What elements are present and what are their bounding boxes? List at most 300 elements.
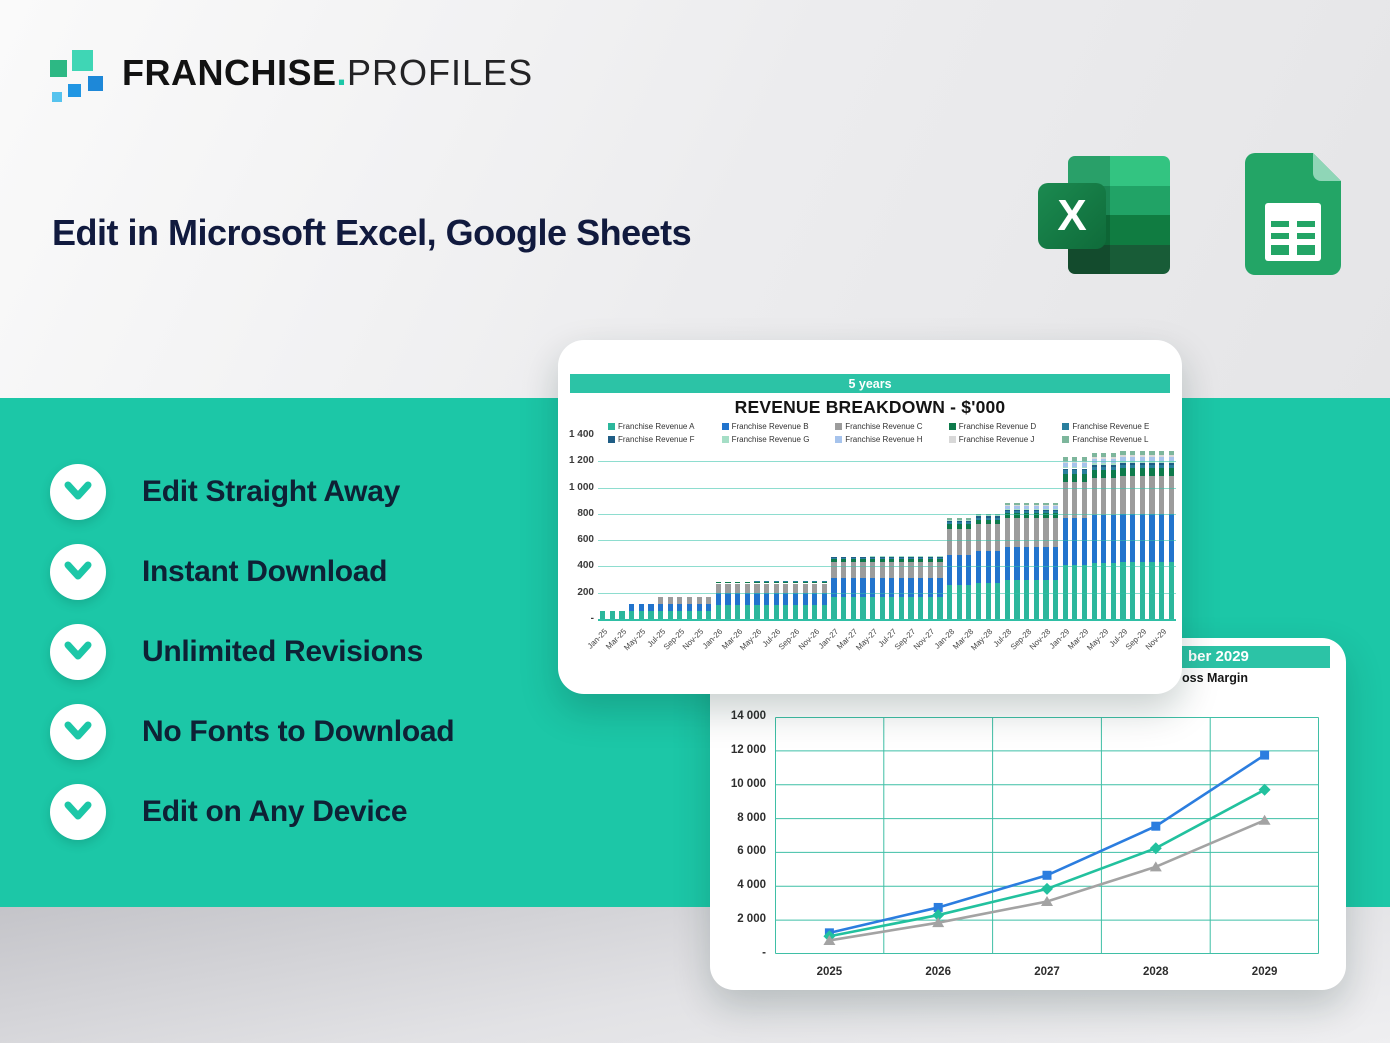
- bar-segment: [1140, 465, 1145, 468]
- bar-segment: [1101, 457, 1106, 459]
- bar-segment: [822, 584, 827, 593]
- x-tick-label: 2028: [1143, 966, 1169, 978]
- feature-label: Edit on Any Device: [142, 795, 408, 828]
- bar-segment: [764, 605, 769, 619]
- bar-segment: [629, 604, 634, 611]
- bar-segment: [1111, 465, 1116, 467]
- bar-segment: [1111, 478, 1116, 515]
- bar-segment: [976, 520, 981, 525]
- bar-segment: [1043, 510, 1048, 511]
- bar-segment: [735, 582, 740, 584]
- excel-icon: [1038, 153, 1172, 277]
- bar-segment: [658, 597, 663, 604]
- bar-segment: [1014, 505, 1019, 507]
- bar-segment: [841, 559, 846, 562]
- bar-segment: [1159, 463, 1164, 465]
- feature-label: Unlimited Revisions: [142, 635, 424, 668]
- bar-segment: [860, 559, 865, 562]
- bar-segment: [1014, 503, 1019, 505]
- x-tick-label: Mar-27: [835, 627, 860, 652]
- bar-segment: [889, 562, 894, 578]
- bar-segment: [976, 518, 981, 520]
- bar-segment: [1120, 455, 1125, 457]
- x-tick-label: Sep-27: [892, 627, 918, 652]
- bar-segment: [1169, 562, 1174, 619]
- bar-segment: [986, 583, 991, 619]
- gridline: [598, 593, 1176, 594]
- bar-segment: [619, 611, 624, 619]
- bar-segment: [822, 582, 827, 584]
- feature-item: [50, 784, 454, 840]
- bar-segment: [1063, 469, 1068, 471]
- bar-segment: [1149, 455, 1154, 457]
- feature-label: No Fonts to Download: [142, 715, 455, 748]
- bar-segment: [1005, 505, 1010, 507]
- bar-segment: [831, 562, 836, 578]
- chevron-down-icon: [50, 464, 106, 520]
- bar-segment: [725, 582, 730, 584]
- bar-segment: [639, 604, 644, 611]
- bar-segment: [1140, 468, 1145, 476]
- y-tick-label: 1 200: [568, 455, 594, 467]
- bar-segment: [658, 604, 663, 611]
- x-tick-label: Jan-29: [1047, 627, 1072, 651]
- bar-segment: [899, 557, 904, 558]
- legend-label: Franchise Revenue C: [845, 422, 923, 431]
- bar-segment: [783, 605, 788, 619]
- bar-segment: [1043, 580, 1048, 619]
- bar-segment: [725, 593, 730, 605]
- bar-segment: [677, 611, 682, 619]
- x-tick-label: Sep-29: [1124, 627, 1149, 652]
- bar-segment: [986, 515, 991, 516]
- x-tick-label: Jan-26: [701, 627, 725, 651]
- bar-segment: [822, 581, 827, 582]
- bar-segment: [1043, 547, 1048, 581]
- bar-segment: [1101, 470, 1106, 478]
- feature-list: [50, 464, 454, 864]
- bar-segment: [1140, 476, 1145, 514]
- bar-segment: [880, 562, 885, 578]
- x-axis-line: [598, 619, 1176, 621]
- x-tick-label: Jul-29: [1107, 627, 1130, 649]
- bar-segment: [908, 556, 913, 557]
- bar-segment: [1140, 455, 1145, 457]
- bar-segment: [687, 611, 692, 619]
- bar-segment: [1130, 451, 1135, 455]
- bar-segment: [937, 557, 942, 558]
- bar-segment: [783, 593, 788, 605]
- bar-segment: [1024, 506, 1029, 509]
- bar-segment: [899, 556, 904, 557]
- x-tick-label: Nov-28: [1027, 627, 1053, 652]
- y-tick-label: 800: [577, 507, 594, 519]
- bar-segment: [1130, 455, 1135, 457]
- bar-segment: [1101, 465, 1106, 467]
- bar-segment: [1014, 509, 1019, 510]
- bar-segment: [908, 562, 913, 578]
- bar-segment: [735, 605, 740, 619]
- bar-segment: [966, 529, 971, 555]
- bar-segment: [658, 611, 663, 619]
- bar-segment: [1111, 463, 1116, 465]
- bar-segment: [812, 581, 817, 582]
- bar-segment: [976, 524, 981, 551]
- bar-segment: [1149, 451, 1154, 455]
- revenue-chart-card: [558, 340, 1182, 694]
- feature-item: [50, 544, 454, 600]
- bar-segment: [1169, 463, 1174, 465]
- bar-segment: [1120, 463, 1125, 465]
- bar-segment: [1005, 509, 1010, 510]
- bar-segment: [918, 557, 923, 558]
- bar-segment: [966, 518, 971, 520]
- bar-segment: [908, 559, 913, 562]
- bar-segment: [1005, 510, 1010, 511]
- bar-segment: [1005, 580, 1010, 619]
- bar-segment: [870, 557, 875, 558]
- growth-card-header-text: ber 2029: [1188, 648, 1249, 665]
- x-tick-label: May-28: [969, 627, 995, 653]
- bar-segment: [1005, 506, 1010, 509]
- bar-chart-plot: [558, 340, 1182, 694]
- bar-segment: [1034, 510, 1039, 511]
- bar-segment: [995, 516, 1000, 517]
- bar-segment: [928, 578, 933, 598]
- bar-segment: [976, 516, 981, 517]
- bar-segment: [793, 584, 798, 593]
- bar-segment: [1014, 580, 1019, 619]
- bar-segment: [1014, 510, 1019, 511]
- bar-segment: [1014, 547, 1019, 581]
- bar-segment: [1005, 518, 1010, 547]
- bar-segment: [928, 556, 933, 557]
- bar-segment: [1159, 451, 1164, 455]
- bar-segment: [1101, 515, 1106, 563]
- bar-segment: [783, 584, 788, 593]
- bar-segment: [706, 611, 711, 619]
- y-tick-label: 1 000: [568, 481, 594, 493]
- bar-segment: [995, 520, 1000, 525]
- bar-segment: [1034, 518, 1039, 547]
- feature-item: [50, 464, 454, 520]
- bar-segment: [716, 582, 721, 584]
- bar-segment: [831, 578, 836, 598]
- bar-segment: [947, 585, 952, 619]
- revenue-chart-title: REVENUE BREAKDOWN - $'000: [734, 397, 1006, 417]
- gridline: [598, 488, 1176, 489]
- brand-name: [122, 52, 533, 94]
- bar-segment: [1072, 518, 1077, 565]
- bar-segment: [880, 556, 885, 557]
- bar-segment: [1159, 562, 1164, 619]
- y-tick-label: 12 000: [730, 743, 766, 756]
- bar-segment: [1082, 470, 1087, 473]
- bar-segment: [1024, 580, 1029, 619]
- bar-segment: [754, 581, 759, 582]
- bar-segment: [774, 582, 779, 584]
- bar-segment: [928, 559, 933, 562]
- bar-segment: [639, 611, 644, 619]
- gridline: [598, 461, 1176, 462]
- bar-segment: [880, 578, 885, 598]
- gridline: [598, 566, 1176, 567]
- x-tick-label: Mar-28: [950, 627, 976, 652]
- bar-segment: [908, 597, 913, 619]
- bar-segment: [1149, 465, 1154, 468]
- bar-segment: [880, 559, 885, 562]
- bar-segment: [851, 578, 856, 598]
- bar-segment: [918, 597, 923, 619]
- bar-segment: [610, 611, 615, 619]
- bar-segment: [1169, 451, 1174, 455]
- bar-segment: [1130, 514, 1135, 563]
- bar-segment: [986, 516, 991, 517]
- bar-segment: [947, 518, 952, 520]
- bar-segment: [1140, 514, 1145, 563]
- bar-segment: [957, 555, 962, 585]
- x-tick-label: May-25: [622, 627, 648, 653]
- bar-segment: [754, 593, 759, 605]
- bar-segment: [803, 584, 808, 593]
- x-tick-label: Jul-25: [645, 627, 667, 649]
- x-tick-label: Jan-28: [932, 627, 956, 651]
- legend-label: Franchise Revenue L: [1072, 435, 1149, 444]
- feature-item: [50, 624, 454, 680]
- bar-segment: [1072, 469, 1077, 471]
- bar-segment: [937, 562, 942, 578]
- bar-segment: [1053, 506, 1058, 509]
- feature-label: Instant Download: [142, 555, 388, 588]
- bar-segment: [1024, 518, 1029, 547]
- bar-segment: [697, 611, 702, 619]
- bar-segment: [889, 557, 894, 558]
- bar-segment: [1111, 563, 1116, 619]
- bar-segment: [1053, 547, 1058, 581]
- legend-label: Franchise Revenue G: [731, 435, 810, 444]
- bar-segment: [860, 557, 865, 558]
- bar-segment: [783, 582, 788, 584]
- square-marker: [1151, 822, 1160, 831]
- bar-segment: [889, 597, 894, 619]
- bar-segment: [716, 584, 721, 593]
- bar-segment: [957, 520, 962, 521]
- bar-segment: [1092, 467, 1097, 470]
- bar-segment: [1043, 509, 1048, 510]
- bar-segment: [1005, 547, 1010, 581]
- bar-segment: [725, 605, 730, 619]
- bar-segment: [908, 557, 913, 558]
- bar-segment: [1072, 474, 1077, 482]
- bar-segment: [1120, 451, 1125, 455]
- bar-segment: [851, 597, 856, 619]
- y-tick-label: 2 000: [737, 913, 766, 926]
- y-tick-label: 4 000: [737, 879, 766, 892]
- bar-segment: [803, 593, 808, 605]
- bar-segment: [1063, 463, 1068, 467]
- bar-segment: [1120, 514, 1125, 563]
- bar-segment: [1072, 463, 1077, 467]
- bar-segment: [1043, 506, 1048, 509]
- x-tick-label: Nov-27: [912, 627, 937, 652]
- google-sheets-icon: [1245, 153, 1341, 275]
- bar-segment: [1130, 476, 1135, 514]
- bar-segment: [706, 604, 711, 611]
- bar-segment: [812, 584, 817, 593]
- bar-segment: [764, 593, 769, 605]
- bar-segment: [793, 593, 798, 605]
- bar-segment: [1111, 453, 1116, 457]
- bar-segment: [889, 559, 894, 562]
- y-tick-label: 600: [577, 534, 594, 546]
- bar-segment: [841, 597, 846, 619]
- bar-segment: [889, 578, 894, 598]
- bar-segment: [831, 557, 836, 558]
- bar-segment: [870, 578, 875, 598]
- bar-segment: [976, 515, 981, 516]
- bar-segment: [803, 582, 808, 584]
- square-marker: [1043, 871, 1052, 880]
- bar-segment: [1063, 518, 1068, 565]
- x-tick-label: 2027: [1034, 966, 1060, 978]
- y-tick-label: -: [762, 947, 766, 959]
- bar-segment: [1053, 509, 1058, 510]
- bar-segment: [928, 562, 933, 578]
- bar-segment: [1014, 506, 1019, 509]
- bar-segment: [1092, 463, 1097, 465]
- x-tick-label: Nov-25: [680, 627, 706, 652]
- bar-segment: [745, 593, 750, 605]
- bar-segment: [995, 524, 1000, 551]
- bar-segment: [947, 524, 952, 529]
- bar-segment: [928, 557, 933, 558]
- bar-segment: [1130, 562, 1135, 619]
- bar-segment: [1053, 505, 1058, 507]
- bar-segment: [1082, 463, 1087, 467]
- page-title: Edit in Microsoft Excel, Google Sheets: [52, 212, 692, 253]
- bar-segment: [764, 584, 769, 593]
- bar-segment: [1159, 476, 1164, 514]
- bar-segment: [918, 562, 923, 578]
- bar-segment: [966, 555, 971, 585]
- bar-segment: [1140, 463, 1145, 465]
- y-tick-label: 10 000: [730, 777, 766, 790]
- bar-segment: [1043, 518, 1048, 547]
- bar-segment: [841, 557, 846, 558]
- bar-segment: [831, 559, 836, 562]
- bar-segment: [986, 524, 991, 551]
- bar-segment: [1120, 476, 1125, 514]
- bar-segment: [1092, 478, 1097, 515]
- bar-segment: [851, 557, 856, 558]
- bar-segment: [1111, 515, 1116, 563]
- bar-segment: [870, 562, 875, 578]
- bar-segment: [957, 521, 962, 522]
- bar-segment: [870, 597, 875, 619]
- bar-segment: [860, 597, 865, 619]
- bar-segment: [1130, 465, 1135, 468]
- bar-segment: [793, 605, 798, 619]
- bar-segment: [966, 585, 971, 619]
- bar-segment: [1034, 506, 1039, 509]
- line-series: [829, 790, 1264, 936]
- bar-segment: [648, 611, 653, 619]
- bar-segment: [716, 593, 721, 605]
- bar-segment: [1092, 470, 1097, 478]
- bar-segment: [1120, 465, 1125, 468]
- chevron-down-icon: [50, 544, 106, 600]
- legend-label: Franchise Revenue E: [1072, 422, 1150, 431]
- legend-label: Franchise Revenue F: [618, 435, 695, 444]
- y-tick-label: 200: [577, 586, 594, 598]
- y-tick-label: 8 000: [737, 811, 766, 824]
- bar-segment: [1140, 451, 1145, 455]
- bar-segment: [1149, 468, 1154, 476]
- bar-segment: [687, 604, 692, 611]
- x-tick-label: Jul-26: [760, 627, 783, 649]
- bar-segment: [774, 605, 779, 619]
- bar-segment: [957, 522, 962, 524]
- bar-segment: [1043, 503, 1048, 505]
- bar-segment: [745, 582, 750, 584]
- bar-segment: [957, 585, 962, 619]
- bar-segment: [851, 562, 856, 578]
- x-tick-label: 2025: [816, 966, 843, 978]
- bar-segment: [1082, 469, 1087, 471]
- bar-segment: [957, 518, 962, 520]
- bar-segment: [870, 559, 875, 562]
- bar-segment: [899, 578, 904, 598]
- bar-segment: [745, 584, 750, 593]
- bar-segment: [937, 559, 942, 562]
- bar-segment: [899, 557, 904, 558]
- bar-segment: [1140, 562, 1145, 619]
- bar-segment: [1072, 470, 1077, 473]
- bar-segment: [860, 562, 865, 578]
- legend-label: Franchise Revenue D: [958, 422, 1037, 431]
- bar-segment: [668, 597, 673, 604]
- bar-segment: [937, 597, 942, 619]
- bar-segment: [880, 597, 885, 619]
- bar-segment: [889, 557, 894, 558]
- bar-segment: [629, 611, 634, 619]
- bar-segment: [1169, 514, 1174, 563]
- bar-segment: [1063, 474, 1068, 482]
- x-tick-label: Jul-28: [991, 627, 1014, 649]
- bar-segment: [937, 556, 942, 557]
- bar-segment: [841, 578, 846, 598]
- bar-segment: [1024, 510, 1029, 511]
- x-tick-label: May-26: [738, 627, 764, 653]
- bar-segment: [870, 556, 875, 557]
- bar-segment: [995, 583, 1000, 619]
- bar-segment: [668, 604, 673, 611]
- bar-segment: [1092, 457, 1097, 459]
- x-tick-label: Jan-25: [585, 627, 610, 651]
- bar-segment: [1014, 518, 1019, 547]
- bar-segment: [822, 605, 827, 619]
- diamond-marker: [1259, 784, 1271, 796]
- x-tick-label: Nov-29: [1143, 627, 1168, 652]
- bar-segment: [793, 581, 798, 582]
- bar-segment: [986, 520, 991, 525]
- bar-segment: [1024, 509, 1029, 510]
- bar-segment: [1149, 562, 1154, 619]
- brand-name-light: PROFILES: [347, 52, 534, 93]
- bar-segment: [735, 584, 740, 593]
- bar-segment: [1159, 455, 1164, 457]
- bar-segment: [1120, 468, 1125, 476]
